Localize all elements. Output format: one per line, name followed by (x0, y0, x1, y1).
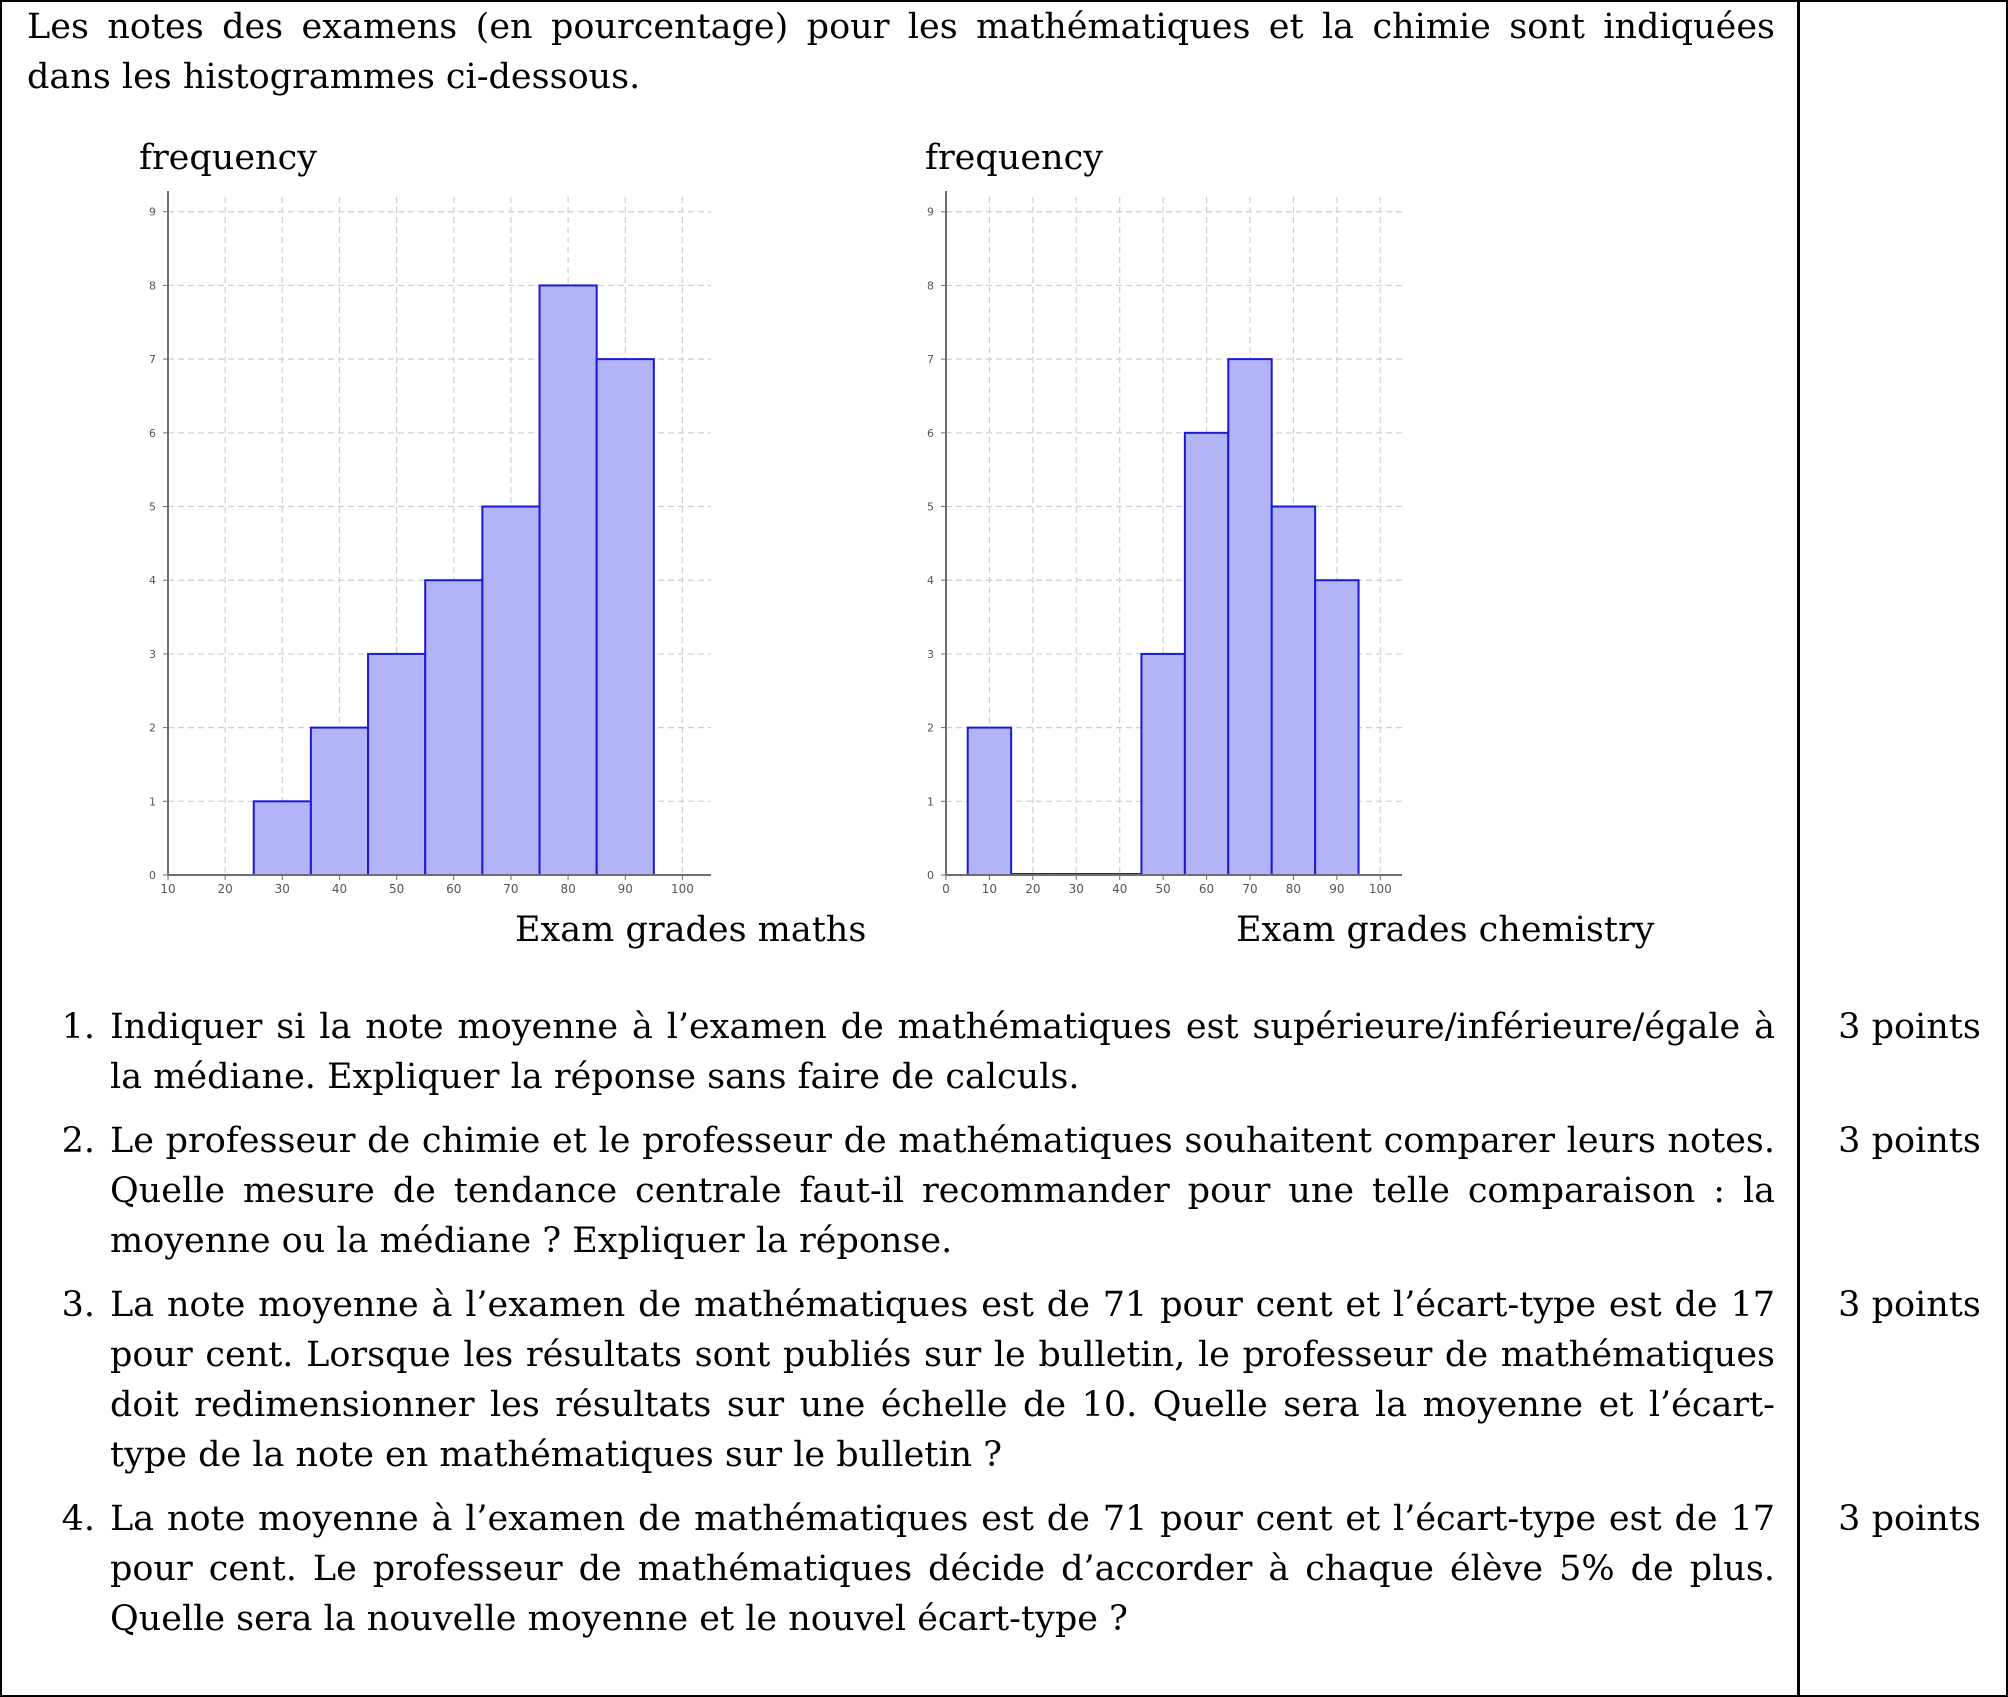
question-3-points: 3 points (1838, 1285, 1981, 1325)
y-tick-label: 2 (149, 721, 156, 735)
x-tick-label: 60 (446, 882, 462, 896)
x-tick-label: 60 (1198, 882, 1215, 896)
y-tick-label: 8 (927, 279, 934, 293)
histogram-bar (1185, 433, 1228, 875)
question-number: 4. (61, 1499, 95, 1539)
x-tick-label: 10 (160, 882, 176, 896)
y-tick-label: 2 (927, 721, 934, 735)
histogram-bar (311, 728, 368, 875)
question-1 (50, 1002, 1775, 1102)
maths-chart-xlabel: Exam grades maths (515, 910, 867, 950)
y-tick-label: 6 (149, 426, 156, 440)
x-tick-label: 80 (1285, 882, 1302, 896)
x-tick-label: 90 (617, 882, 633, 896)
y-tick-label: 5 (927, 500, 934, 514)
x-tick-label: 40 (1112, 882, 1128, 896)
histogram-bar (1315, 580, 1358, 875)
y-tick-label: 9 (149, 205, 156, 219)
x-tick-label: 20 (217, 882, 233, 896)
chemistry-histogram (920, 185, 1410, 905)
chemistry-chart-ylabel: frequency (925, 138, 1103, 178)
y-tick-label: 5 (149, 500, 156, 514)
y-tick-label: 6 (927, 426, 934, 440)
histogram-bar (1272, 507, 1315, 875)
y-tick-label: 8 (149, 279, 156, 293)
maths-histogram (135, 185, 715, 905)
histogram-bar (368, 654, 425, 875)
x-tick-label: 80 (560, 882, 576, 896)
intro-text: Les notes des examens (en pourcentage) pour les mathématiques et la chimie sont indiquées dans les histogrammes ci-dessous. (27, 7, 1775, 97)
maths-chart-ylabel: frequency (139, 138, 317, 178)
question-text: La note moyenne à l’examen de mathématiques est de 71 pour cent et l’écart-type est de 17 pour cent. Le professeur de mathématiques décide d’accorder à chaque élève 5% de plus. Quelle sera la nouvelle moyenne et le nouvel écart-type ? (110, 1499, 1775, 1639)
x-tick-label: 30 (274, 882, 290, 896)
x-tick-label: 0 (942, 882, 950, 896)
histogram-bar (482, 507, 539, 875)
y-tick-label: 4 (149, 574, 156, 588)
question-number: 2. (61, 1121, 95, 1161)
question-text: Indiquer si la note moyenne à l’examen de mathématiques est supérieure/inférieure/égale à la médiane. Expliquer la réponse sans faire de calculs. (110, 1007, 1775, 1097)
question-4 (50, 1494, 1775, 1644)
x-tick-label: 10 (981, 882, 998, 896)
question-number: 1. (61, 1007, 95, 1047)
histogram-bar (968, 728, 1011, 875)
question-2-points: 3 points (1838, 1121, 1981, 1161)
histogram-bar (1228, 359, 1271, 875)
x-tick-label: 50 (1155, 882, 1171, 896)
y-tick-label: 4 (927, 574, 934, 588)
histogram-bar (540, 285, 597, 875)
y-tick-label: 1 (149, 795, 156, 809)
x-tick-label: 50 (388, 882, 405, 896)
y-tick-label: 9 (927, 205, 934, 219)
y-tick-label: 3 (149, 647, 156, 661)
question-text: Le professeur de chimie et le professeur de mathématiques souhaitent comparer leurs notes. Quelle mesure de tendance centrale faut-il recommander pour une telle comparaison : la moyenne ou la médiane ? Expliquer la réponse. (110, 1121, 1775, 1261)
question-number: 3. (61, 1285, 95, 1325)
x-tick-label: 100 (1368, 882, 1392, 896)
x-tick-label: 40 (331, 882, 348, 896)
x-tick-label: 20 (1025, 882, 1041, 896)
question-1-points: 3 points (1838, 1007, 1981, 1047)
x-tick-label: 70 (1242, 882, 1258, 896)
y-tick-label: 0 (149, 869, 156, 882)
y-tick-label: 7 (149, 353, 156, 367)
y-tick-label: 3 (927, 647, 934, 661)
histogram-bar (254, 801, 311, 875)
y-tick-label: 1 (927, 795, 934, 809)
y-tick-label: 7 (927, 353, 934, 367)
question-text: La note moyenne à l’examen de mathématiques est de 71 pour cent et l’écart-type est de 17 pour cent. Lorsque les résultats sont publiés sur le bulletin, le professeur de mathématiques doit redimensionner les résultats sur une échelle de 10. Quelle sera la moyenne et l’écart-type de la note en mathématiques sur le bulletin ? (110, 1285, 1775, 1475)
question-3 (50, 1280, 1775, 1480)
y-tick-label: 0 (927, 869, 934, 882)
x-tick-label: 100 (670, 882, 694, 896)
x-tick-label: 70 (503, 882, 519, 896)
question-2 (50, 1116, 1775, 1266)
chemistry-chart-xlabel: Exam grades chemistry (1236, 910, 1655, 950)
histogram-bar (1141, 654, 1184, 875)
question-4-points: 3 points (1838, 1499, 1981, 1539)
histogram-bar (597, 359, 654, 875)
x-tick-label: 30 (1068, 882, 1084, 896)
x-tick-label: 90 (1329, 882, 1345, 896)
histogram-bar (425, 580, 482, 875)
points-column-divider (1797, 0, 1800, 1697)
